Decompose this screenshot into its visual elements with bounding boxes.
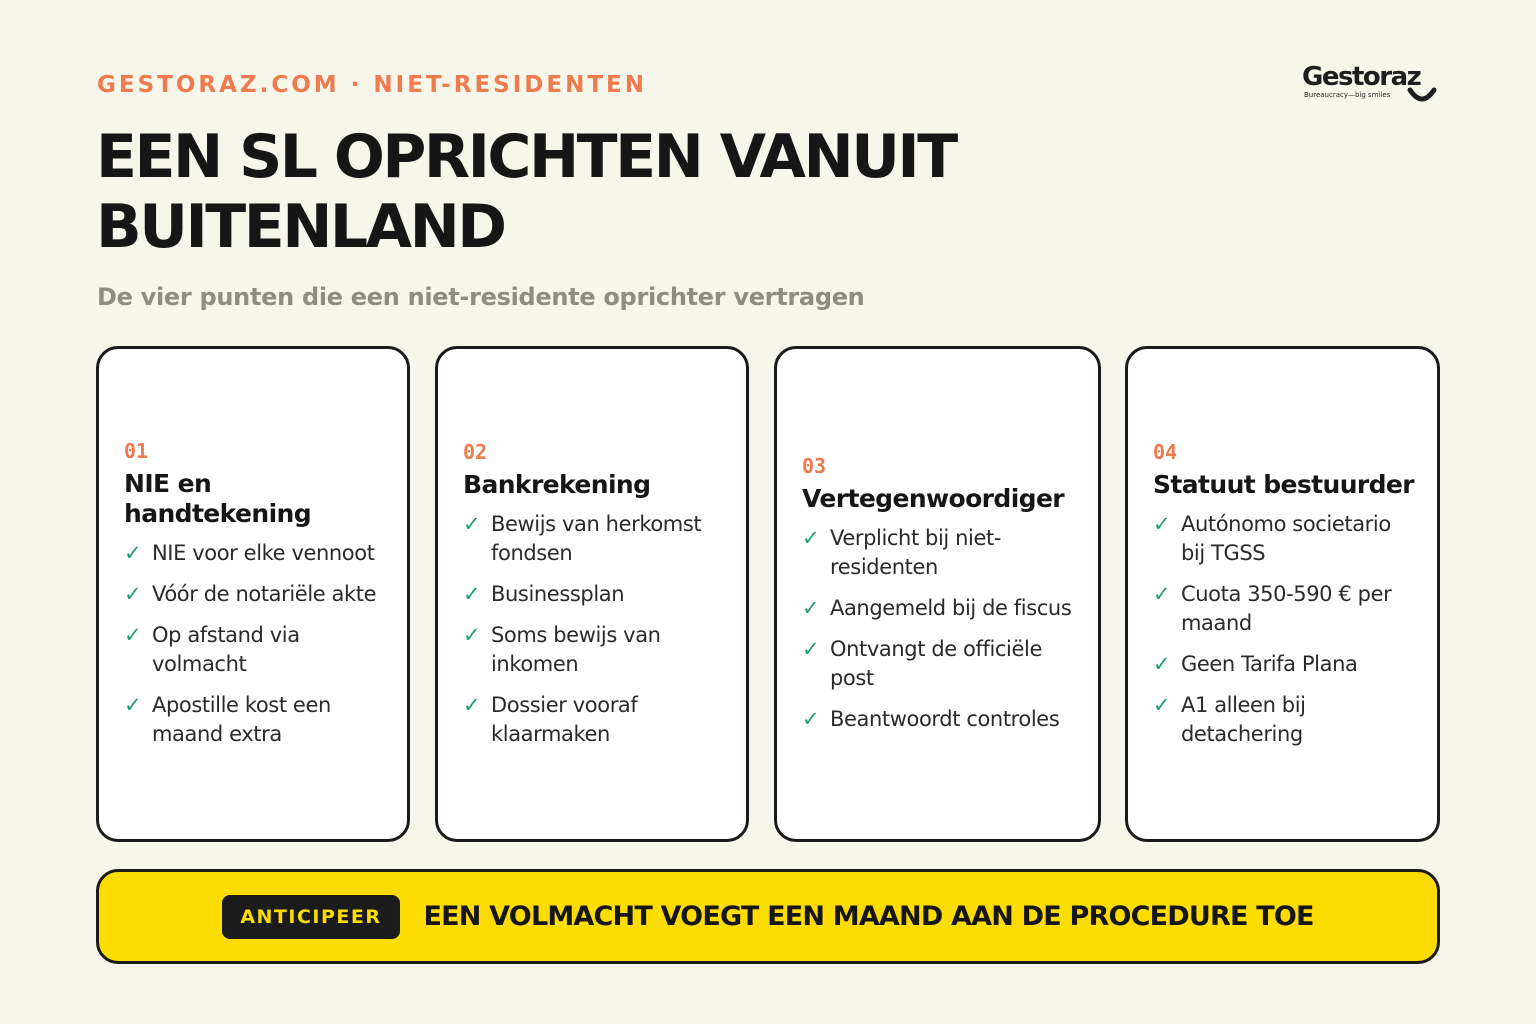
check-icon: ✓ (1153, 692, 1171, 717)
check-icon: ✓ (802, 637, 820, 661)
check-icon: ✓ (802, 707, 820, 731)
check-icon: ✓ (463, 511, 481, 536)
check-icon: ✓ (124, 693, 142, 717)
card-number: 02 (463, 439, 488, 464)
card-nie (96, 346, 410, 842)
list-item-text: Geen Tarifa Plana (1181, 651, 1358, 676)
logo-wordmark: Gestoraz (1302, 62, 1421, 92)
check-icon: ✓ (802, 596, 820, 620)
list-item (1153, 510, 1419, 568)
logo (1302, 62, 1442, 112)
list-item-text: Vóór de notariële akte (152, 582, 377, 606)
check-icon: ✓ (124, 582, 142, 606)
list-item (802, 594, 1080, 623)
list-item (124, 621, 389, 679)
list-item-text: Op afstand via volmacht (152, 623, 300, 676)
list-item (124, 580, 389, 609)
card-statuut (1125, 346, 1440, 842)
title-line-2: BUITENLAND (96, 192, 505, 262)
card-list (802, 524, 1080, 734)
list-item-text: Beantwoordt controles (830, 707, 1060, 731)
list-item (1153, 580, 1419, 638)
smile-icon (1406, 86, 1438, 106)
list-item (1153, 650, 1419, 679)
list-item-text: Verplicht bij niet-residenten (830, 526, 1002, 579)
card-bankrekening (435, 346, 749, 842)
list-item-text: Ontvangt de officiële post (830, 637, 1042, 690)
callout-banner (96, 869, 1440, 964)
list-item-text: A1 alleen bij detachering (1181, 692, 1306, 746)
card-title: Statuut bestuurder (1153, 469, 1415, 499)
check-icon: ✓ (802, 526, 820, 550)
list-item-text: NIE voor elke vennoot (152, 541, 375, 565)
card-title: Vertegenwoordiger (802, 484, 1065, 513)
list-item (124, 691, 389, 749)
list-item-text: Aangemeld bij de fiscus (830, 596, 1072, 620)
list-item-text: Cuota 350-590 € per maand (1181, 581, 1392, 635)
list-item (463, 621, 728, 679)
card-title: NIE en handtekening (124, 469, 312, 528)
list-item-text: Autónomo societario bij TGSS (1181, 511, 1391, 565)
list-item (463, 510, 728, 568)
check-icon: ✓ (124, 623, 142, 647)
check-icon: ✓ (1153, 511, 1171, 536)
page-title (96, 122, 1076, 262)
banner-text: EEN VOLMACHT VOEGT EEN MAAND AAN DE PROCEDURE TOE (423, 901, 1314, 932)
list-item-text: Apostille kost een maand extra (152, 693, 331, 746)
card-list (1153, 510, 1419, 749)
list-item-text: Dossier vooraf klaarmaken (491, 692, 638, 746)
list-item (463, 580, 728, 609)
card-number: 01 (124, 439, 149, 463)
card-vertegenwoordiger (774, 346, 1101, 842)
card-number: 03 (802, 454, 827, 478)
card-number: 04 (1153, 439, 1178, 464)
list-item-text: Businessplan (491, 581, 625, 606)
list-item (802, 635, 1080, 693)
list-item (1153, 691, 1419, 749)
check-icon: ✓ (1153, 651, 1171, 676)
list-item (124, 539, 389, 568)
list-item (463, 691, 728, 749)
subtitle: De vier punten die een niet-residente oprichter vertragen (97, 283, 865, 311)
list-item-text: Bewijs van herkomst fondsen (491, 511, 702, 565)
eyebrow-label: GESTORAZ.COM · NIET-RESIDENTEN (97, 72, 648, 98)
banner-badge: ANTICIPEER (222, 895, 399, 939)
card-list (463, 510, 728, 749)
check-icon: ✓ (463, 581, 481, 606)
check-icon: ✓ (463, 692, 481, 717)
card-title: Bankrekening (463, 469, 651, 499)
check-icon: ✓ (463, 622, 481, 647)
list-item (802, 524, 1080, 582)
list-item-text: Soms bewijs van inkomen (491, 622, 661, 676)
check-icon: ✓ (1153, 581, 1171, 606)
card-list (124, 539, 389, 749)
title-line-1: EEN SL OPRICHTEN VANUIT (96, 122, 956, 192)
check-icon: ✓ (124, 541, 142, 565)
list-item (802, 705, 1080, 734)
logo-tagline: Bureaucracy—big smiles (1304, 91, 1391, 99)
